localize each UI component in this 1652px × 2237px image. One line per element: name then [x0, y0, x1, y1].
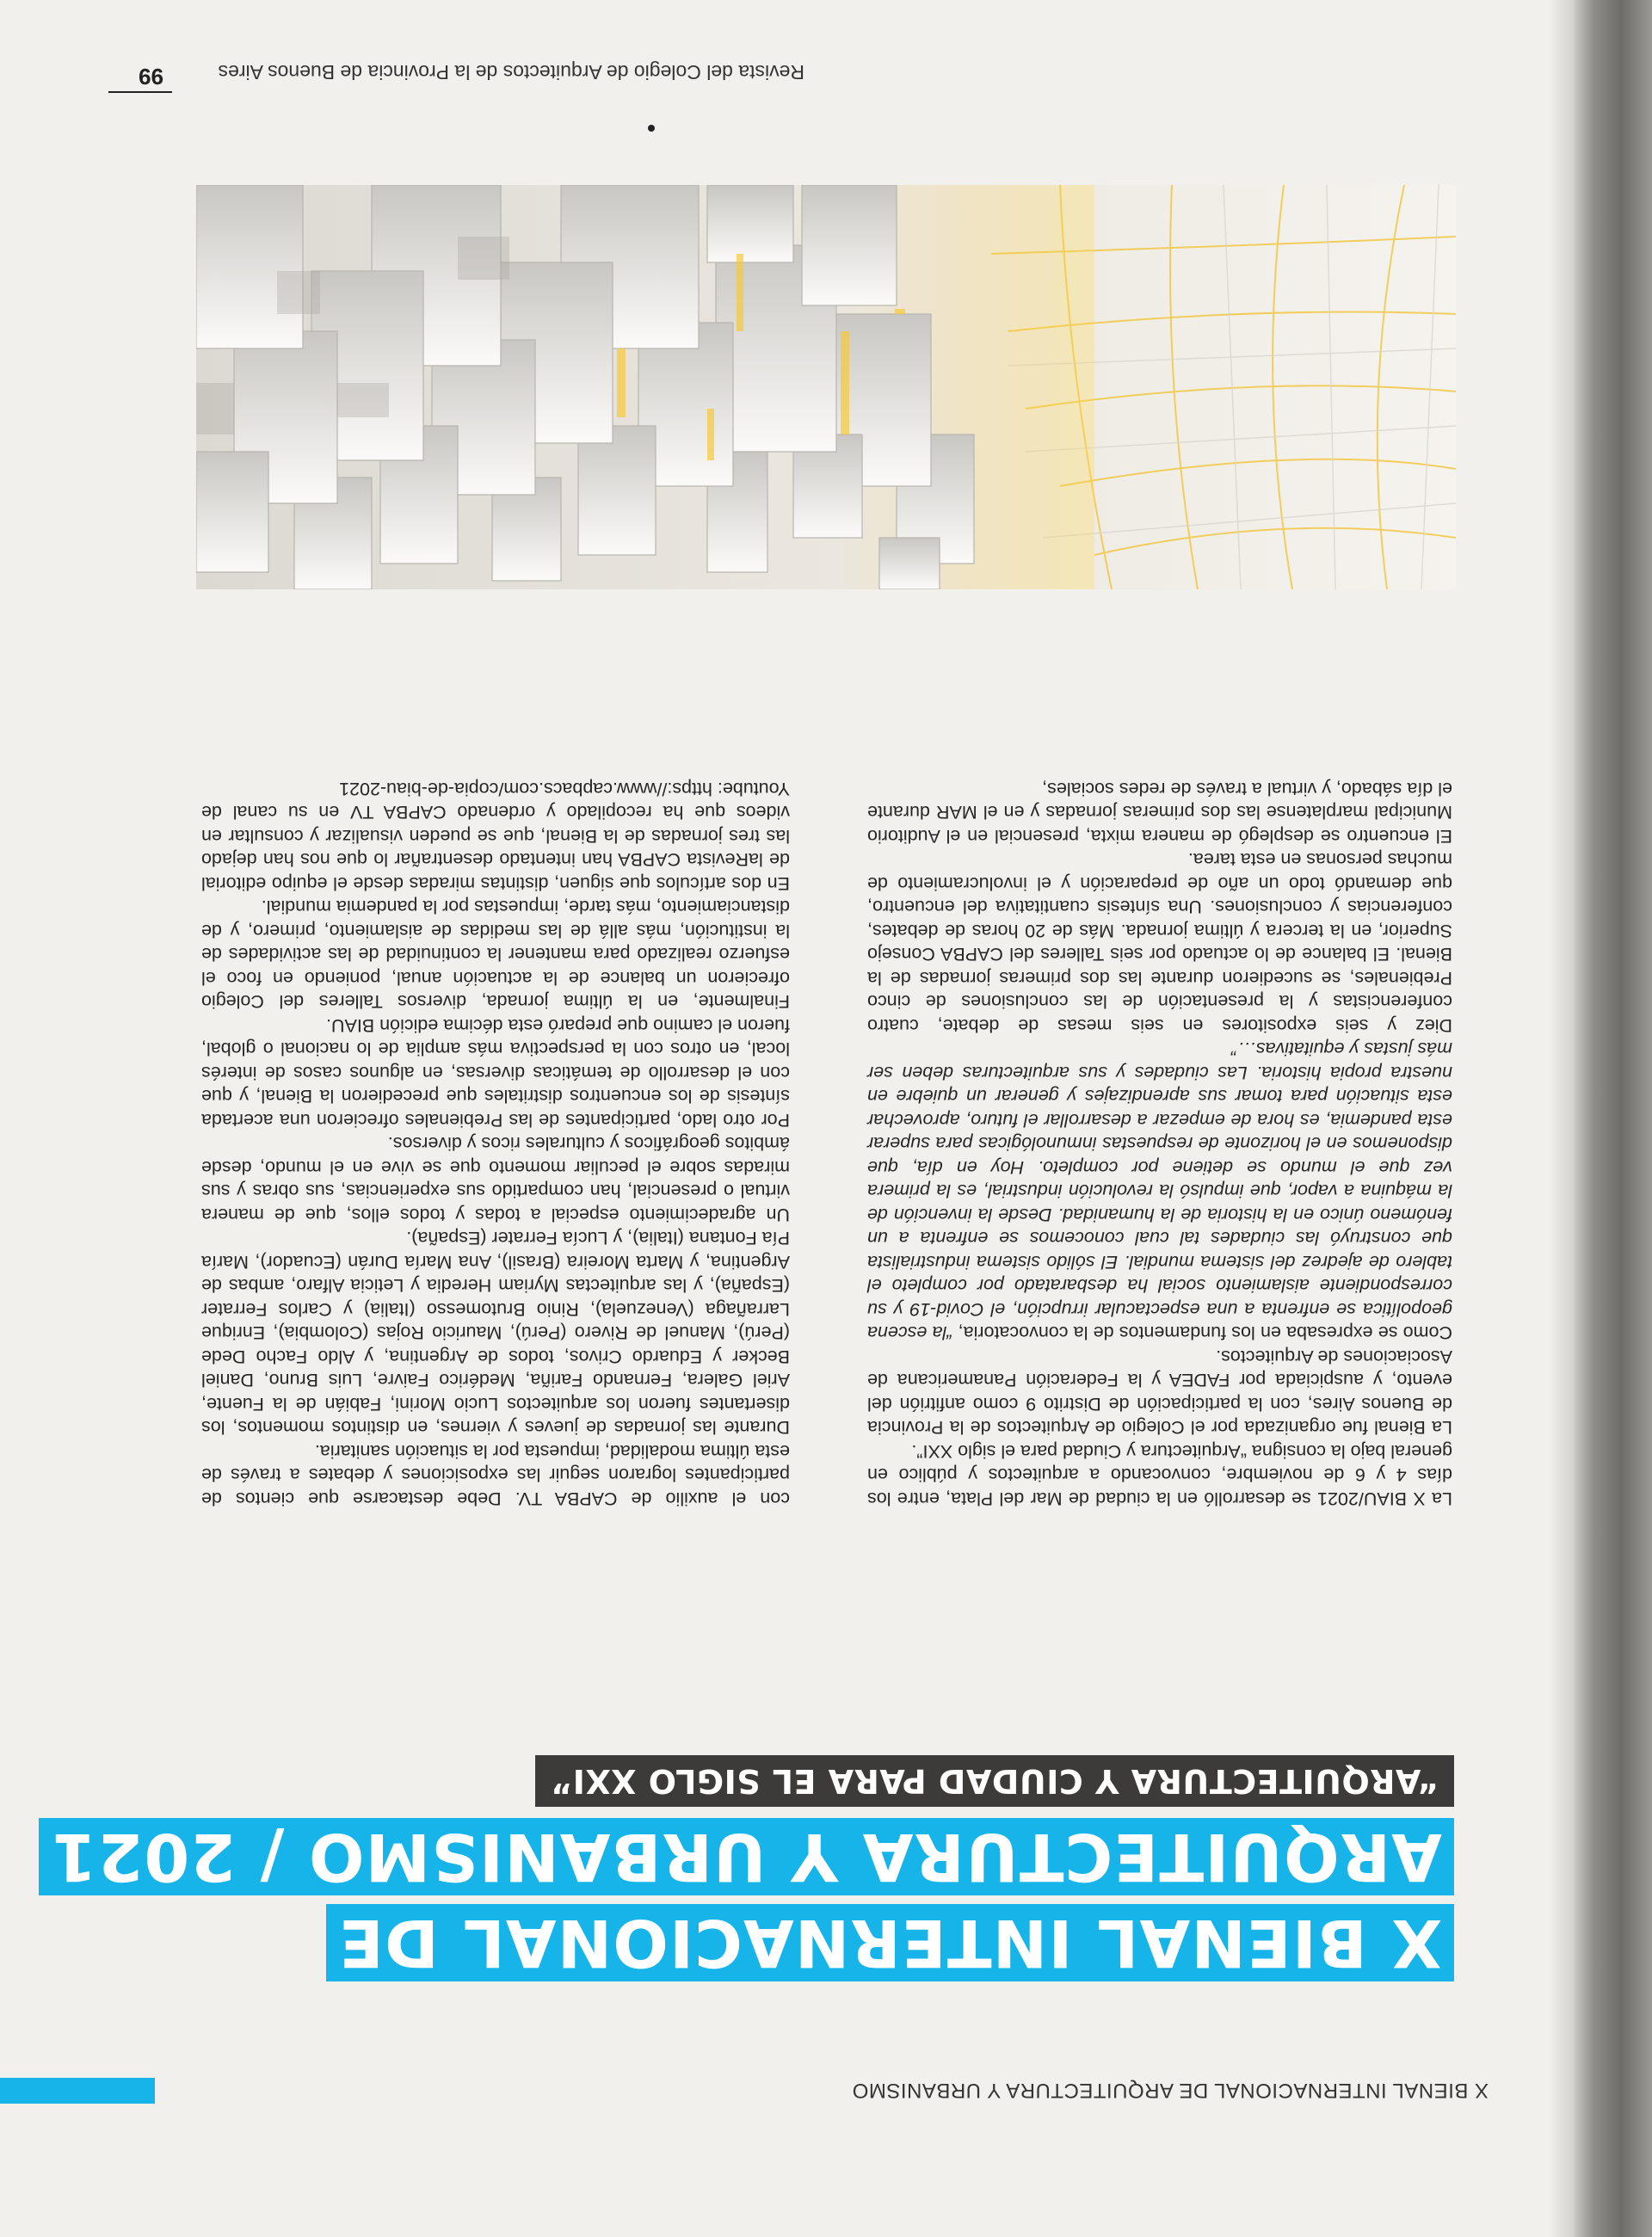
- article-subtitle: “ARQUITECTURA Y CIUDAD PARA EL SIGLO XXI”: [535, 1755, 1454, 1807]
- paragraph: Finalmente, en la última jornada, diversos Talleres del Colegio ofrecieron un balance de la actuación anual, poniendo en foco el esfuerzo realizado para mantener la continuidad de las actividades de la institución, más allá de las medidas de aislamiento, primero, y de distanciamiento, más tarde, impuestas por la pandemia mundial.: [201, 897, 790, 1013]
- convocation-quote: “la escena geopolítica se enfrenta a una espectacular irrupción, el Covid-19 y su correspondiente aislamiento social ha desbaratado por completo el tablero de ajedrez del sistema mundial. El sólido sistema industrialista que construyó las ciudades tal cual conocemos se enfrenta a un fenómeno único en la historia de la humanidad. Desde la invención de la máquina a vapor, que impulsó la revolución industrial, es la primera vez que el mundo se detiene por completo. Hoy en día, que disponemos en el horizonte de respuestas inmunológicas para superar esta pandemia, es hora de empezar a desarrollar el futuro, aprovechar esta situación para tomar sus aprendizajes y generar un quiebre en nuestra propia historia. Las ciudades y sus arquitecturas deben ser más justas y equitativas…”: [867, 1038, 1452, 1344]
- magazine-footer: Revista del Colegio de Arquitectos de la Provincia de Buenos Aires: [218, 61, 804, 83]
- quote-intro: Como se expresaba en los fundamentos de la convocatoria,: [952, 1322, 1452, 1344]
- paragraph: Un agradecimiento especial a todas y todos ellos, que de manera virtual o presencial, han compartido sus experiencias, sus obras y sus miradas sobre el peculiar momento que se vive en el mundo, desde ámbitos geográficos y culturales ricos y diversos.: [201, 1133, 790, 1225]
- bullet-dot: [648, 125, 655, 132]
- page-number: 99: [139, 64, 163, 89]
- paragraph: Durante las jornadas de jueves y viernes, en distintos momentos, los disertantes fueron los arquitectos Lucio Morini, Fabián de la Fuente, Ariel Galera, Fernando Fariña, Medérico Faivre, Luis Bruno, Daniel Becker y Eduardo Crivos, todos de Argentina, y Aldo Facho Dede (Perú), Manuel de Rivero (Perú), Mauricio Rojas (Colombia), Enrique Larrañaga (Venezuela), Rinio Brutomesso (Italia) y Carlos Ferrater (España), y las arquitectas Myriam Heredia y Leticia Alfaro, ambas de Argentina, y Marta Moreira (Brasil), Ana María Durán (Ecuador), María Pía Fontana (Italia), y Lucía Ferrater (España).: [201, 1228, 790, 1439]
- paragraph: En dos artículos que siguen, distintas miradas desde el equipo editorial de laRevista CAPBA han intentado desentrañar lo que nos han dejado las tres jornadas de la Bienal, que se pueden visualizar y consultar en videos que ha recopilado y ordenado CAPBA TV en su canal de Youtube: https://www.capbacs.com/copia-de-biau-2021: [201, 779, 790, 894]
- paragraph: Diez y seis expositores en seis mesas de debate, cuatro conferencistas y la presentación de las conclusiones de cinco Prebienales, se sucedieron durante las dos primeras jornadas de la Bienal. El balance de lo actuado por seis Talleres del CAPBA Consejo Superior, en la tercera y última jornada. Más de 20 horas de debates, conferencias y conclusiones. Una síntesis cuantitativa del encuentro, que demandó todo un año de preparación y el involucramiento de muchas personas en esta tarea.: [867, 849, 1452, 1036]
- title-line-1: X BIENAL INTERNACIONAL DE: [326, 1904, 1454, 1981]
- render-illustration: [196, 185, 1456, 589]
- book-spine: [1575, 0, 1652, 2237]
- accent-bar: [0, 2078, 155, 2104]
- paragraph: [867, 1037, 1452, 1345]
- paragraph: La X BIAU/2021 se desarrolló en la ciudad de Mar del Plata, entre los días 4 y 6 de noviembre, convocando a arquitectos y público en general bajo la consigna “Arquitectura y Ciudad para el siglo XXI”.: [867, 1441, 1452, 1509]
- running-head: X BIENAL INTERNACIONAL DE ARQUITECTURA Y URBANISMO: [852, 2079, 1489, 2102]
- paragraph: con el auxilio de CAPBA TV. Debe destacarse que cientos de participantes lograron seguir las exposiciones y debates a través de esta última modalidad, impuesta por la situación sanitaria.: [201, 1441, 790, 1509]
- paragraph: El encuentro se desplegó de manera mixta, presencial en el Auditorio Municipal marplatense las dos primeras jornadas y en el MAR durante el día sábado, y virtual a través de redes sociales,: [867, 779, 1452, 847]
- page-number-rule: [108, 91, 172, 93]
- paragraph: Por otro lado, participantes de las Prebienales ofrecieron una acertada síntesis de los encuentros distritales que precedieron la Bienal, y que con el desarrollo de temáticas diversas, en algunos casos de interés local, en otros con la perspectiva más amplia de lo nacional o global, fueron el camino que preparó esta décima edición BIAU.: [201, 1015, 790, 1131]
- body-column-2: [201, 777, 790, 1511]
- body-column-1: [867, 777, 1452, 1511]
- architectural-render-image: [196, 185, 1456, 589]
- title-line-2: ARQUITECTURA Y URBANISMO / 2021: [39, 1818, 1454, 1895]
- paragraph: La Bienal fue organizada por el Colegio de Arquitectos de la Provincia de Buenos Aires, con la participación de Distrito 9 como anfitrión del evento, y auspiciada por FADEA y la Federación Panamericana de Asociaciones de Arquitectos.: [867, 1347, 1452, 1439]
